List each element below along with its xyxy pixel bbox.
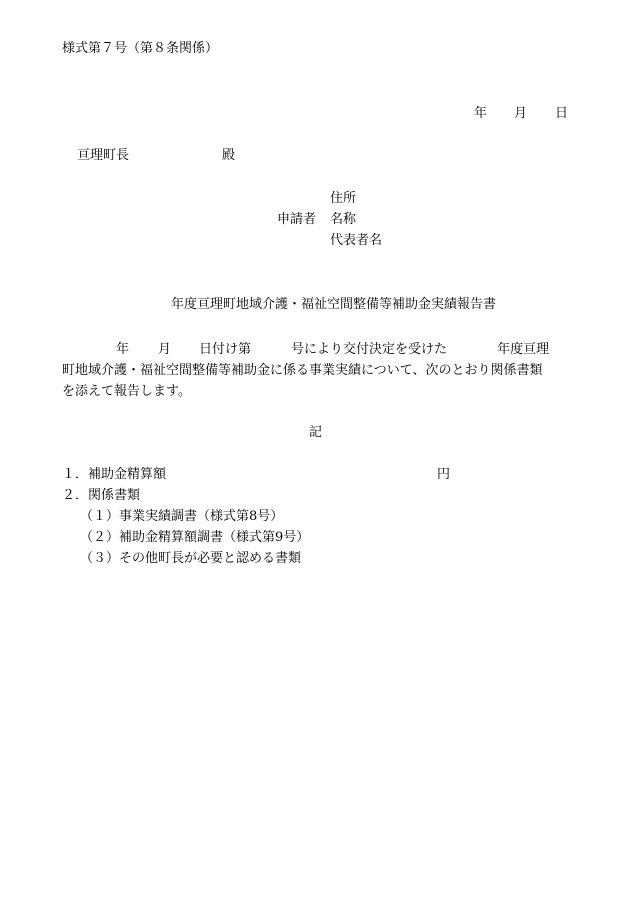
report-body-text bbox=[62, 339, 572, 402]
addressee-honorific: 殿 bbox=[222, 148, 236, 163]
body-line-1 bbox=[62, 339, 572, 360]
date-day-label: 日 bbox=[555, 106, 569, 121]
body-year: 年 bbox=[116, 342, 130, 357]
body-fiscal-year-prefix: 年度亘理 bbox=[497, 342, 550, 357]
body-line-3: を添えて報告します。 bbox=[62, 384, 191, 399]
body-day-dated: 日付け第 bbox=[199, 342, 252, 357]
applicant-representative-label: 代表者名 bbox=[330, 233, 383, 248]
ki-heading: 記 bbox=[309, 425, 323, 440]
body-number-received: 号により交付決定を受けた bbox=[291, 342, 448, 357]
sub-item-2: （２）補助金精算額調書（様式第9号） bbox=[80, 530, 310, 545]
addressee-name: 亘理町長 bbox=[77, 148, 130, 163]
applicant-address-label: 住所 bbox=[330, 191, 357, 206]
body-month: 月 bbox=[158, 342, 172, 357]
date-month-label: 月 bbox=[514, 106, 528, 121]
sub-item-1: （１）事業実績調書（様式第8号） bbox=[80, 509, 284, 524]
document-title: 年度亘理町地域介護・福祉空間整備等補助金実績報告書 bbox=[171, 297, 497, 312]
item-settlement-amount-unit: 円 bbox=[437, 467, 451, 482]
applicant-name-label: 名称 bbox=[330, 212, 357, 227]
sub-item-3: （３）その他町長が必要と認める書類 bbox=[80, 551, 302, 566]
item-settlement-amount-label: １．補助金精算額 bbox=[62, 467, 167, 482]
applicant-label: 申請者 bbox=[277, 212, 317, 227]
body-line-2: 町地域介護・福祉空間整備等補助金に係る事業実績について、次のとおり関係書類 bbox=[62, 363, 543, 378]
item-related-documents-label: ２．関係書類 bbox=[62, 488, 141, 503]
form-number-label: 様式第７号（第８条関係） bbox=[62, 41, 219, 56]
date-year-label: 年 bbox=[474, 106, 488, 121]
